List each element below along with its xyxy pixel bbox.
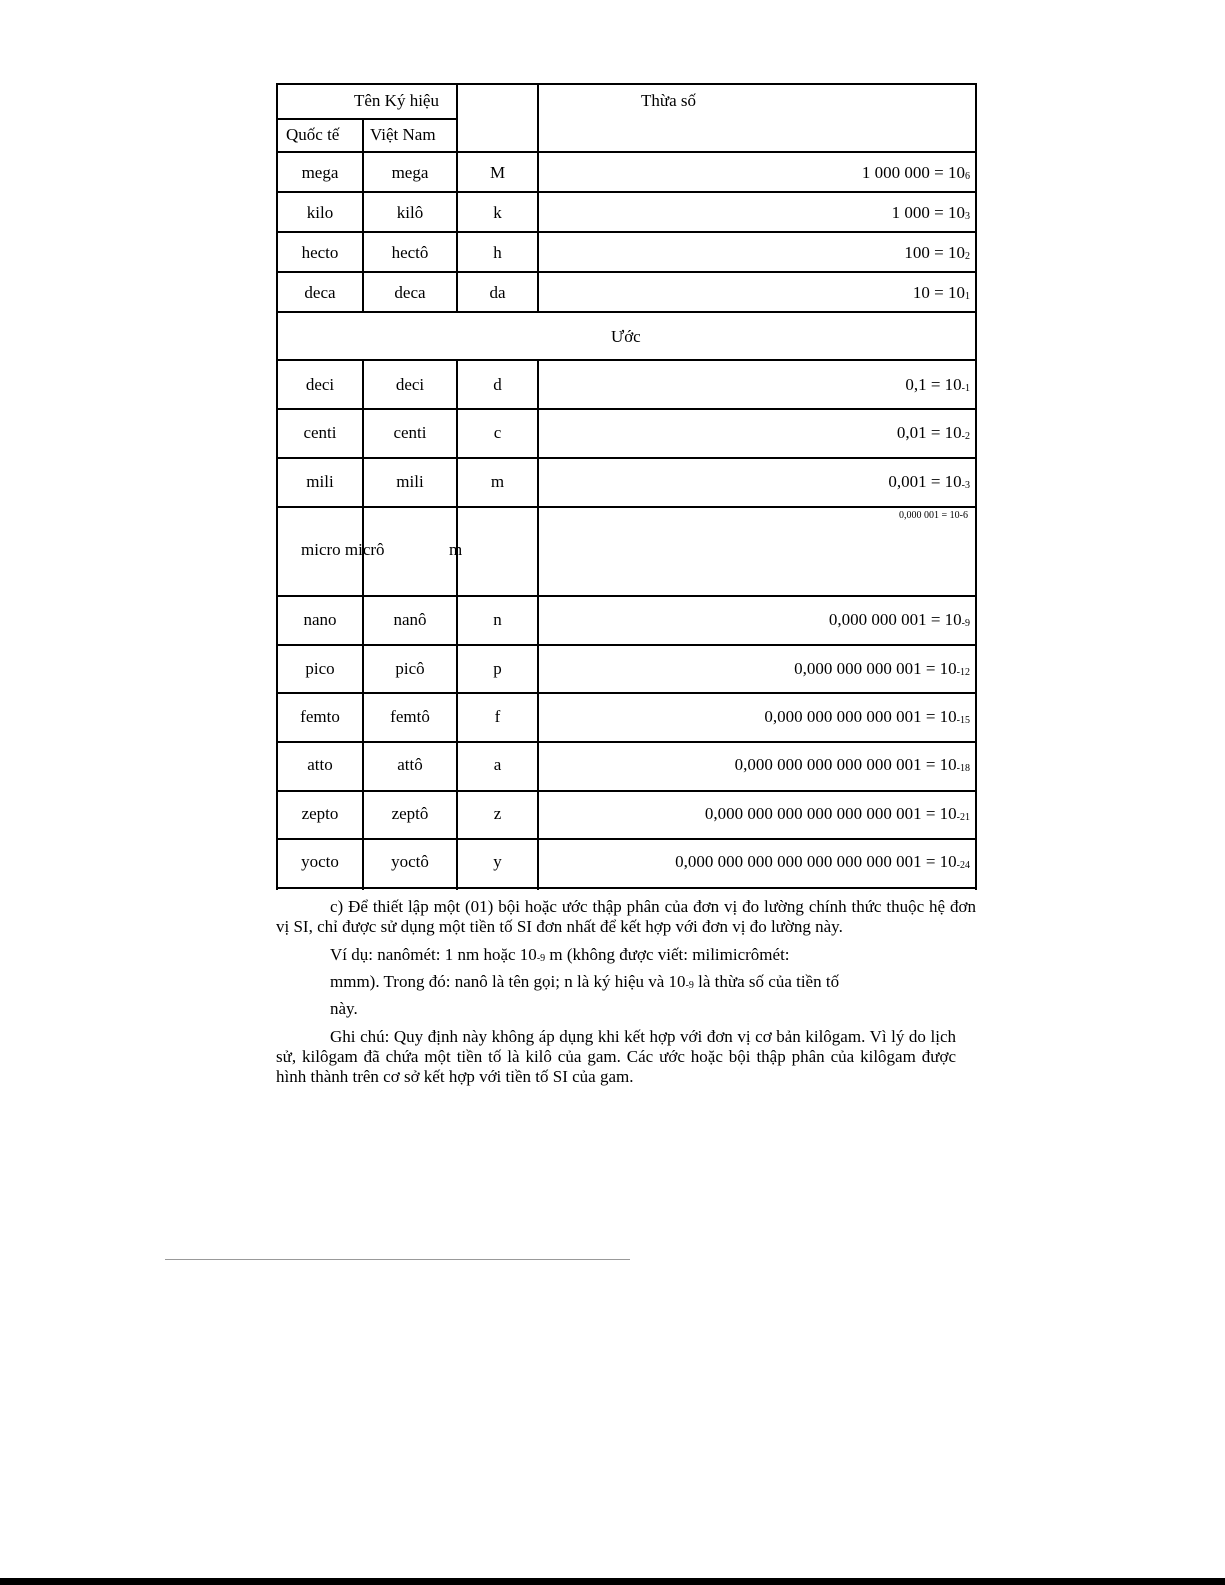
row-line [276,359,977,361]
table-row-symbol: h [493,243,502,262]
footnote-separator [165,1259,630,1260]
table-row-symbol: f [494,707,501,726]
table-row-symbol: da [489,283,506,302]
row-line [276,83,977,85]
col-divider-2 [456,83,458,313]
table-row-value: 1 000 $000 = 10_6$ [861,163,970,182]
table-row-intl: hecto [301,243,339,262]
table-row-symbol: p [493,659,502,678]
table-row-vn: femtô [390,707,430,726]
table-row-vn: picô [395,659,425,678]
row-line [276,151,977,153]
table-row-value: $10 = 10_1$ [912,283,970,302]
row-line [276,790,977,792]
row-line [276,118,456,120]
table-row-symbol: M [489,163,506,182]
example-line-3: này. [330,999,358,1018]
row-line [276,311,977,313]
header-thua-so: Thừa số [641,91,697,110]
table-row-value: $0,001 = 10_{-3}$ [888,472,970,491]
row-line [276,741,977,743]
table-row-intl: deci [305,375,335,394]
table-row-micro-label: micro micrô [301,540,385,559]
example-line-1: Ví dụ: nanômét: 1 nm hoặc $10_{-9}$ m (không được viết: milimicrômét: [330,945,790,964]
table-row-vn: mega [391,163,429,182]
row-line [276,408,977,410]
table-row-intl: yocto [301,852,339,871]
table-row-value: 0,000 000 000 000 $001 = 10_{-15}$ [764,707,970,726]
table-row-intl: nano [303,610,337,629]
col-divider-3 [537,83,539,313]
table-row-symbol: d [493,375,502,394]
table-row-vn: deca [394,283,426,302]
table-row-symbol: y [493,852,502,871]
table-border-right [975,83,977,890]
col-divider-3b [537,360,539,890]
table-row-intl: femto [300,707,340,726]
table-row-symbol: z [493,804,502,823]
table-row-vn: yoctô [391,852,429,871]
page-bottom-bar [0,1578,1225,1585]
header-ten-ky-hieu: Tên Ký hiệu [354,91,439,110]
table-row-vn: deci [395,375,425,394]
section-label-uoc: Ước [611,327,641,346]
row-line [276,644,977,646]
table-row-vn: centi [393,423,427,442]
row-line [276,887,977,889]
table-row-value: $0,1 = 10_{-1}$ [905,375,970,394]
table-row-value-micro: 0,000 001 = 10-6 [899,510,968,521]
table-row-intl: zepto [301,804,339,823]
row-line [276,457,977,459]
table-row-intl: deca [304,283,336,302]
header-quoc-te: Quốc tế [286,125,340,144]
table-row-vn: mili [396,472,424,491]
table-row-vn: nanô [393,610,427,629]
table-row-value: 1 $000 = 10_3$ [891,203,970,222]
row-line [276,595,977,597]
table-row-value: 0,000 000 000 000 000 000 000 $001 = 10_{-24}$ [675,852,970,871]
note-paragraph: Ghi chú: Quy định này không áp dụng khi kết hợp với đơn vị cơ bản kilôgam. Vì lý do lịch sử, kilôgam đã chứa một tiền tố là kilô của gam. Các ước hoặc bội thập phân của kilôgam được hình thành trên cơ sở kết hợp với tiền tố SI của gam. [276,1027,956,1086]
row-line [276,838,977,840]
paragraph-c: c) Để thiết lập một (01) bội hoặc ước thập phân của đơn vị đo lường chính thức thuộc hệ đơn vị SI, chỉ được sử dụng một tiền tố SI đơn nhất để kết hợp với đơn vị đo lường này. [276,897,976,936]
table-row-symbol: k [493,203,502,222]
table-row-intl: centi [303,423,337,442]
table-row-value: 0,000 000 000 000 000 $001 = 10_{-18}$ [734,755,970,774]
table-row-value: 0,000 000 $001 = 10_{-9}$ [828,610,970,629]
table-row-vn: zeptô [391,804,429,823]
table-row-vn: attô [397,755,423,774]
table-row-intl: mili [306,472,334,491]
table-row-intl: kilo [306,203,334,222]
table-row-value: $0,01 = 10_{-2}$ [896,423,970,442]
table-row-symbol: m [490,472,505,491]
row-line [276,191,977,193]
row-line [276,692,977,694]
table-row-intl: atto [307,755,333,774]
table-row-symbol: a [493,755,502,774]
table-row-value: 0,000 000 000 $001 = 10_{-12}$ [794,659,970,678]
table-row-value: $100 = 10_2$ [904,243,970,262]
header-viet-nam: Việt Nam [370,125,436,144]
table-row-symbol: c [493,423,502,442]
table-row-vn: kilô [396,203,424,222]
row-line [276,506,977,508]
table-row-symbol: n [493,610,502,629]
table-row-vn: hectô [391,243,429,262]
table-row-intl: pico [305,659,335,678]
table-row-intl: mega [301,163,339,182]
example-line-2: mmm). Trong đó: nanô là tên gọi; n là ký hiệu và $10_{-9}$ là thừa số của tiền tố [330,972,840,991]
row-line [276,271,977,273]
table-row-value: 0,000 000 000 000 000 000 $001 = 10_{-21}$ [704,804,970,823]
table-row-micro-symbol: m [449,540,463,559]
row-line [276,231,977,233]
